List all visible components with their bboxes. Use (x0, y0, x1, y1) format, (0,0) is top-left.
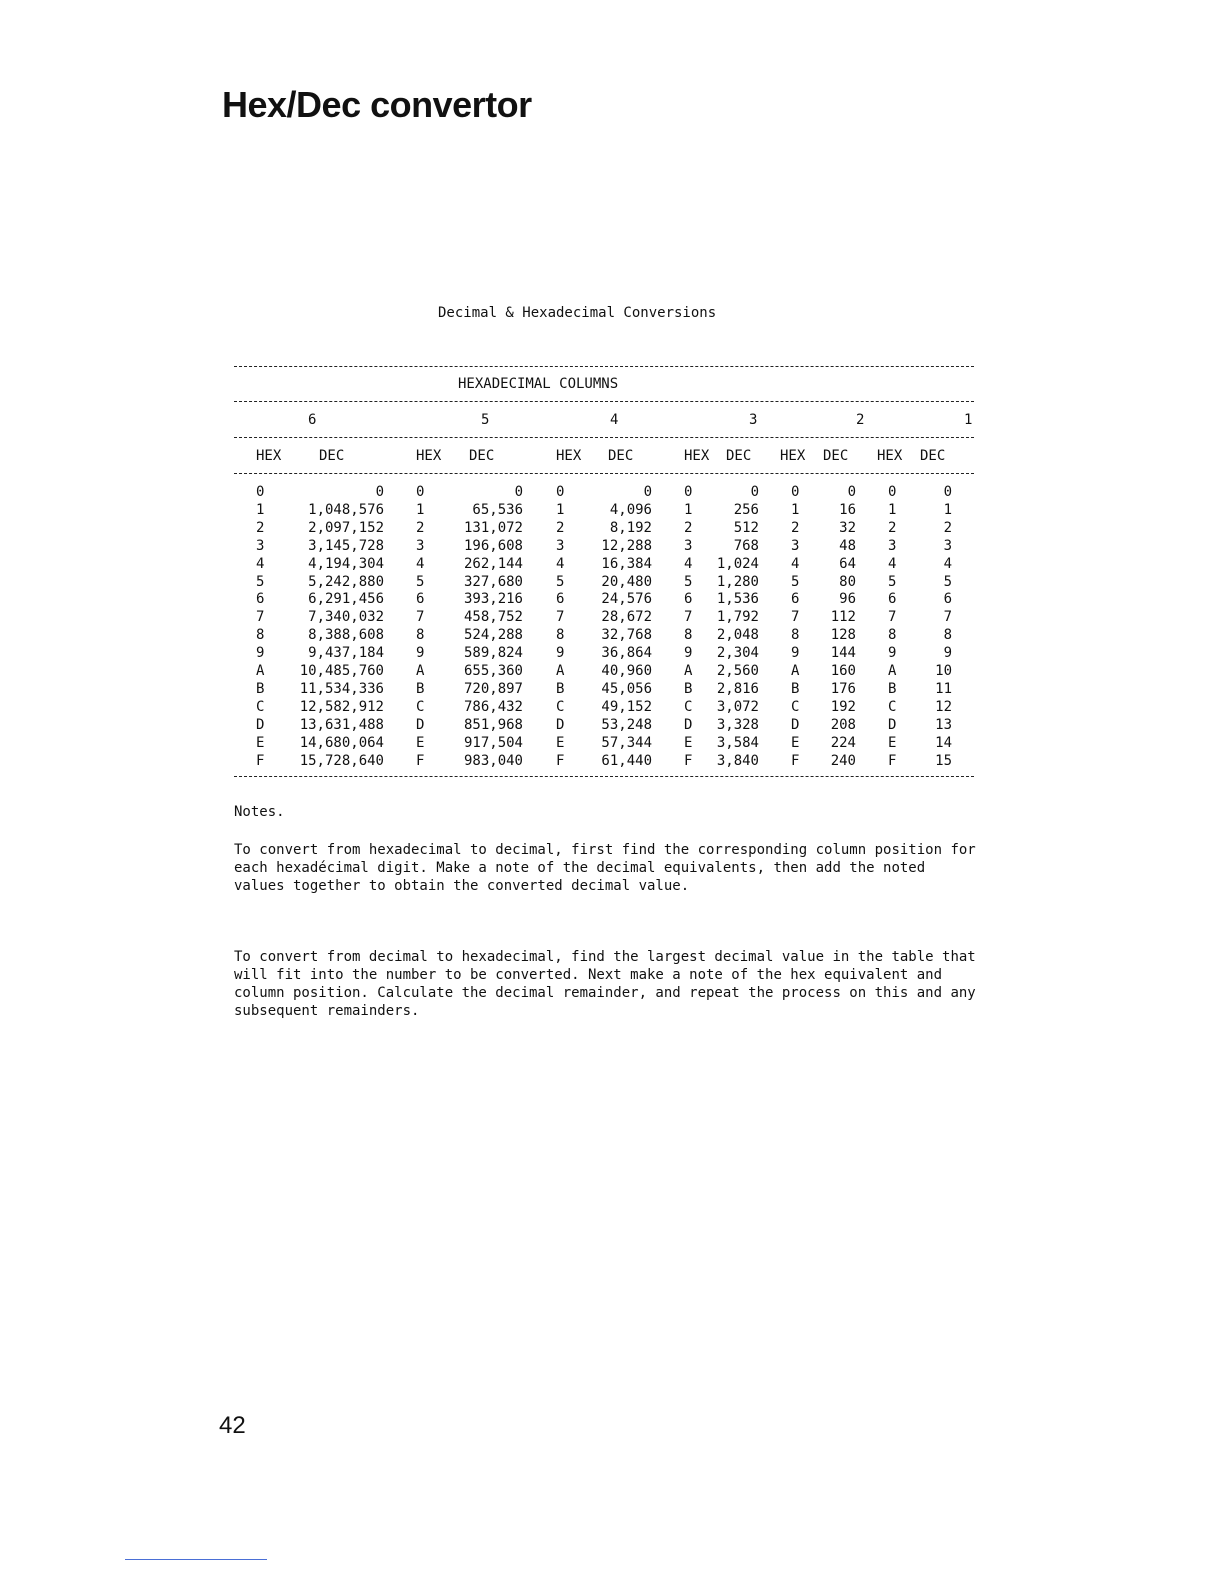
dec-value-cell: 20,480 (601, 573, 652, 590)
dec-value-cell: 5,242,880 (308, 573, 384, 590)
hex-digit-cell: 9 (556, 645, 565, 662)
table-caption: Decimal & Hexadecimal Conversions (438, 305, 717, 321)
hex-digit-cell: 9 (256, 645, 265, 662)
hex-digit-cell: F (256, 752, 265, 769)
dec-value-cell: 0 (750, 484, 759, 500)
hex-column-header: HEX (877, 448, 903, 464)
hex-digit-cell: 8 (256, 627, 265, 644)
dec-value-cell: 0 (375, 484, 384, 500)
page-title: Hex/Dec convertor (222, 84, 532, 125)
hex-digit-cell: 7 (556, 609, 565, 626)
dec-value-cell: 720,897 (463, 680, 523, 697)
hex-digit-cell: C (684, 698, 693, 715)
dec-value-cell: 24,576 (601, 591, 652, 608)
hex-digit-cell: 7 (256, 609, 265, 626)
dec-value-cell: 11 (935, 680, 952, 697)
dec-value-cell: 983,040 (463, 752, 523, 769)
hex-digit-cell: E (888, 734, 897, 751)
hex-digit-cell: 6 (556, 591, 565, 608)
divider (234, 366, 974, 367)
dec-value-cell: 13,631,488 (299, 716, 384, 733)
dec-value-cell: 4,096 (609, 501, 652, 518)
column-position-label: 1 (964, 412, 973, 428)
notes-paragraph: To convert from decimal to hexadecimal, find the largest decimal value in the table that will fit into the number to be converted. Next make a note of the hex equivalent and column position. Calculate the decimal remainder, and repeat the process on this and any subsequent remainders. (234, 949, 976, 1019)
dec-value-cell: 6 (943, 591, 952, 608)
hex-digit-cell: D (791, 716, 800, 733)
dec-value-cell: 49,152 (601, 698, 652, 715)
dec-column-header: DEC (608, 448, 634, 464)
dec-value-cell: 2 (943, 519, 952, 536)
dec-value-cell: 96 (839, 591, 856, 608)
dec-value-cell: 80 (839, 573, 856, 590)
dec-value-cell: 3,145,728 (308, 537, 384, 554)
column-position-label: 3 (749, 412, 758, 428)
dec-value-cell: 7 (943, 609, 952, 626)
footer-line (125, 1559, 267, 1560)
hex-digit-cell: 6 (256, 591, 265, 608)
divider (234, 776, 974, 777)
divider (234, 473, 974, 474)
dec-value-cell: 12 (935, 698, 952, 715)
hex-digit-cell: B (888, 680, 897, 697)
hex-digit-cell: 4 (256, 555, 265, 572)
hex-digit-cell: 5 (416, 573, 425, 590)
hex-digit-cell: 0 (791, 484, 800, 500)
hex-digit-cell: 0 (556, 484, 565, 500)
dec-value-cell: 512 (733, 519, 759, 536)
notes-paragraph: To convert from hexadecimal to decimal, first find the corresponding column position for each hexadécimal digit. Make a note of the decimal equivalents, then add the noted values together to obtain the converted decimal value. (234, 842, 976, 894)
dec-value-cell: 48 (839, 537, 856, 554)
column-position-label: 4 (610, 412, 619, 428)
dec-value-cell: 9 (943, 645, 952, 662)
dec-value-cell: 224 (830, 734, 856, 751)
hex-digit-cell: 7 (684, 609, 693, 626)
dec-value-cell: 8,388,608 (308, 627, 384, 644)
hex-digit-cell: 6 (791, 591, 800, 608)
hex-digit-cell: 1 (256, 501, 265, 518)
hex-digit-cell: D (556, 716, 565, 733)
hex-digit-cell: 9 (416, 645, 425, 662)
hex-digit-cell: 8 (791, 627, 800, 644)
dec-value-cell: 240 (830, 752, 856, 769)
dec-value-cell: 5 (943, 573, 952, 590)
dec-value-cell: 4,194,304 (308, 555, 384, 572)
hex-digit-cell: 5 (888, 573, 897, 590)
dec-value-cell: 208 (830, 716, 856, 733)
hex-digit-cell: 1 (416, 501, 425, 518)
dec-value-cell: 524,288 (463, 627, 523, 644)
hex-digit-cell: 0 (256, 484, 265, 500)
dec-value-cell: 8 (943, 627, 952, 644)
dec-value-cell: 0 (847, 484, 856, 500)
dec-value-cell: 16 (839, 501, 856, 518)
hex-digit-cell: 3 (684, 537, 693, 554)
dec-value-cell: 1,536 (716, 591, 759, 608)
dec-value-cell: 144 (830, 645, 856, 662)
column-position-label: 2 (856, 412, 865, 428)
hex-digit-cell: F (888, 752, 897, 769)
hex-digit-cell: 9 (888, 645, 897, 662)
dec-value-cell: 0 (643, 484, 652, 500)
dec-column-header: DEC (319, 448, 345, 464)
hex-digit-cell: 7 (416, 609, 425, 626)
column-position-label: 6 (308, 412, 317, 428)
dec-value-cell: 45,056 (601, 680, 652, 697)
dec-value-cell: 4 (943, 555, 952, 572)
hex-digit-cell: 1 (684, 501, 693, 518)
hex-digit-cell: B (791, 680, 800, 697)
page-number: 42 (219, 1412, 246, 1439)
dec-value-cell: 917,504 (463, 734, 523, 751)
hex-digit-cell: A (256, 663, 265, 679)
dec-value-cell: 32 (839, 519, 856, 536)
dec-value-cell: 0 (943, 484, 952, 500)
dec-value-cell: 176 (830, 680, 856, 697)
dec-value-cell: 28,672 (601, 609, 652, 626)
hex-digit-cell: 8 (416, 627, 425, 644)
hex-digit-cell: B (684, 680, 693, 697)
hex-digit-cell: E (791, 734, 800, 751)
hex-digit-cell: 3 (556, 537, 565, 554)
dec-value-cell: 15,728,640 (299, 752, 384, 769)
hex-digit-cell: B (256, 680, 265, 697)
hex-digit-cell: 7 (791, 609, 800, 626)
hex-digit-cell: F (684, 752, 693, 769)
dec-value-cell: 65,536 (472, 501, 523, 518)
dec-value-cell: 61,440 (601, 752, 652, 769)
table-group-header: HEXADECIMAL COLUMNS (458, 376, 619, 392)
hex-digit-cell: 4 (684, 555, 693, 572)
dec-value-cell: 851,968 (463, 716, 523, 733)
dec-value-cell: 327,680 (463, 573, 523, 590)
dec-value-cell: 11,534,336 (299, 680, 384, 697)
dec-value-cell: 3,328 (716, 716, 759, 733)
hex-digit-cell: D (416, 716, 425, 733)
hex-digit-cell: F (416, 752, 425, 769)
dec-value-cell: 131,072 (463, 519, 523, 536)
dec-value-cell: 196,608 (463, 537, 523, 554)
dec-value-cell: 8,192 (609, 519, 652, 536)
hex-digit-cell: C (556, 698, 565, 715)
dec-value-cell: 9,437,184 (308, 645, 384, 662)
hex-digit-cell: 3 (791, 537, 800, 554)
hex-digit-cell: 9 (791, 645, 800, 662)
dec-value-cell: 192 (830, 698, 856, 715)
hex-digit-cell: F (791, 752, 800, 769)
hex-digit-cell: 4 (556, 555, 565, 572)
dec-column-header: DEC (469, 448, 495, 464)
dec-value-cell: 0 (514, 484, 523, 500)
hex-digit-cell: 2 (556, 519, 565, 536)
dec-column-header: DEC (726, 448, 752, 464)
dec-value-cell: 15 (935, 752, 952, 769)
dec-value-cell: 2,816 (716, 680, 759, 697)
dec-value-cell: 40,960 (601, 663, 652, 679)
hex-digit-cell: 2 (256, 519, 265, 536)
hex-digit-cell: A (556, 663, 565, 679)
hex-digit-cell: F (556, 752, 565, 769)
hex-column-header: HEX (416, 448, 442, 464)
hex-digit-cell: 0 (684, 484, 693, 500)
dec-value-cell: 2,304 (716, 645, 759, 662)
dec-value-cell: 3,584 (716, 734, 759, 751)
hex-column-header: HEX (780, 448, 806, 464)
dec-value-cell: 16,384 (601, 555, 652, 572)
hex-digit-cell: 4 (416, 555, 425, 572)
dec-value-cell: 1,280 (716, 573, 759, 590)
dec-value-cell: 12,288 (601, 537, 652, 554)
dec-value-cell: 1,048,576 (308, 501, 384, 518)
hex-digit-cell: 2 (888, 519, 897, 536)
hex-column-header: HEX (684, 448, 710, 464)
dec-value-cell: 14,680,064 (299, 734, 384, 751)
hex-column-header: HEX (256, 448, 282, 464)
hex-digit-cell: 9 (684, 645, 693, 662)
notes-heading: Notes. (234, 804, 285, 820)
dec-column-header: DEC (920, 448, 946, 464)
hex-digit-cell: 1 (791, 501, 800, 518)
hex-digit-cell: B (556, 680, 565, 697)
hex-digit-cell: D (256, 716, 265, 733)
hex-digit-cell: C (791, 698, 800, 715)
hex-digit-cell: 2 (416, 519, 425, 536)
dec-value-cell: 3,840 (716, 752, 759, 769)
hex-digit-cell: C (256, 698, 265, 715)
hex-digit-cell: B (416, 680, 425, 697)
dec-value-cell: 262,144 (463, 555, 523, 572)
hex-digit-cell: D (888, 716, 897, 733)
hex-digit-cell: 8 (888, 627, 897, 644)
dec-column-header: DEC (823, 448, 849, 464)
hex-digit-cell: A (684, 663, 693, 679)
dec-value-cell: 10 (935, 663, 952, 679)
hex-digit-cell: E (684, 734, 693, 751)
dec-value-cell: 2,097,152 (308, 519, 384, 536)
dec-value-cell: 64 (839, 555, 856, 572)
hex-digit-cell: 7 (888, 609, 897, 626)
hex-digit-cell: 2 (791, 519, 800, 536)
dec-value-cell: 7,340,032 (308, 609, 384, 626)
dec-value-cell: 458,752 (463, 609, 523, 626)
hex-digit-cell: E (416, 734, 425, 751)
dec-value-cell: 12,582,912 (299, 698, 384, 715)
hex-digit-cell: A (888, 663, 897, 679)
dec-value-cell: 1,024 (716, 555, 759, 572)
hex-digit-cell: 3 (256, 537, 265, 554)
hex-digit-cell: 4 (791, 555, 800, 572)
hex-digit-cell: 5 (684, 573, 693, 590)
dec-value-cell: 32,768 (601, 627, 652, 644)
dec-value-cell: 1 (943, 501, 952, 518)
column-position-label: 5 (481, 412, 490, 428)
hex-digit-cell: 3 (416, 537, 425, 554)
hex-digit-cell: A (791, 663, 800, 679)
hex-digit-cell: 5 (256, 573, 265, 590)
dec-value-cell: 589,824 (463, 645, 523, 662)
dec-value-cell: 393,216 (463, 591, 523, 608)
divider (234, 437, 974, 438)
hex-column-header: HEX (556, 448, 582, 464)
hex-digit-cell: 0 (888, 484, 897, 500)
dec-value-cell: 2,048 (716, 627, 759, 644)
hex-digit-cell: 2 (684, 519, 693, 536)
hex-digit-cell: 6 (416, 591, 425, 608)
hex-digit-cell: 6 (888, 591, 897, 608)
dec-value-cell: 256 (733, 501, 759, 518)
hex-digit-cell: D (684, 716, 693, 733)
dec-value-cell: 6,291,456 (308, 591, 384, 608)
dec-value-cell: 13 (935, 716, 952, 733)
hex-digit-cell: 5 (791, 573, 800, 590)
dec-value-cell: 53,248 (601, 716, 652, 733)
hex-digit-cell: 1 (888, 501, 897, 518)
dec-value-cell: 786,432 (463, 698, 523, 715)
hex-digit-cell: 4 (888, 555, 897, 572)
hex-digit-cell: 5 (556, 573, 565, 590)
dec-value-cell: 768 (733, 537, 759, 554)
hex-digit-cell: C (888, 698, 897, 715)
dec-value-cell: 2,560 (716, 663, 759, 679)
dec-value-cell: 3,072 (716, 698, 759, 715)
dec-value-cell: 14 (935, 734, 952, 751)
dec-value-cell: 57,344 (601, 734, 652, 751)
dec-value-cell: 160 (830, 663, 856, 679)
hex-digit-cell: 8 (684, 627, 693, 644)
hex-digit-cell: 1 (556, 501, 565, 518)
dec-value-cell: 1,792 (716, 609, 759, 626)
dec-value-cell: 3 (943, 537, 952, 554)
hex-digit-cell: 0 (416, 484, 425, 500)
hex-digit-cell: 8 (556, 627, 565, 644)
hex-digit-cell: A (416, 663, 425, 679)
hex-digit-cell: E (256, 734, 265, 751)
dec-value-cell: 10,485,760 (299, 663, 384, 679)
dec-value-cell: 128 (830, 627, 856, 644)
hex-digit-cell: C (416, 698, 425, 715)
dec-value-cell: 112 (830, 609, 856, 626)
hex-digit-cell: 6 (684, 591, 693, 608)
dec-value-cell: 36,864 (601, 645, 652, 662)
hex-digit-cell: 3 (888, 537, 897, 554)
dec-value-cell: 655,360 (463, 663, 523, 679)
hex-digit-cell: E (556, 734, 565, 751)
divider (234, 401, 974, 402)
